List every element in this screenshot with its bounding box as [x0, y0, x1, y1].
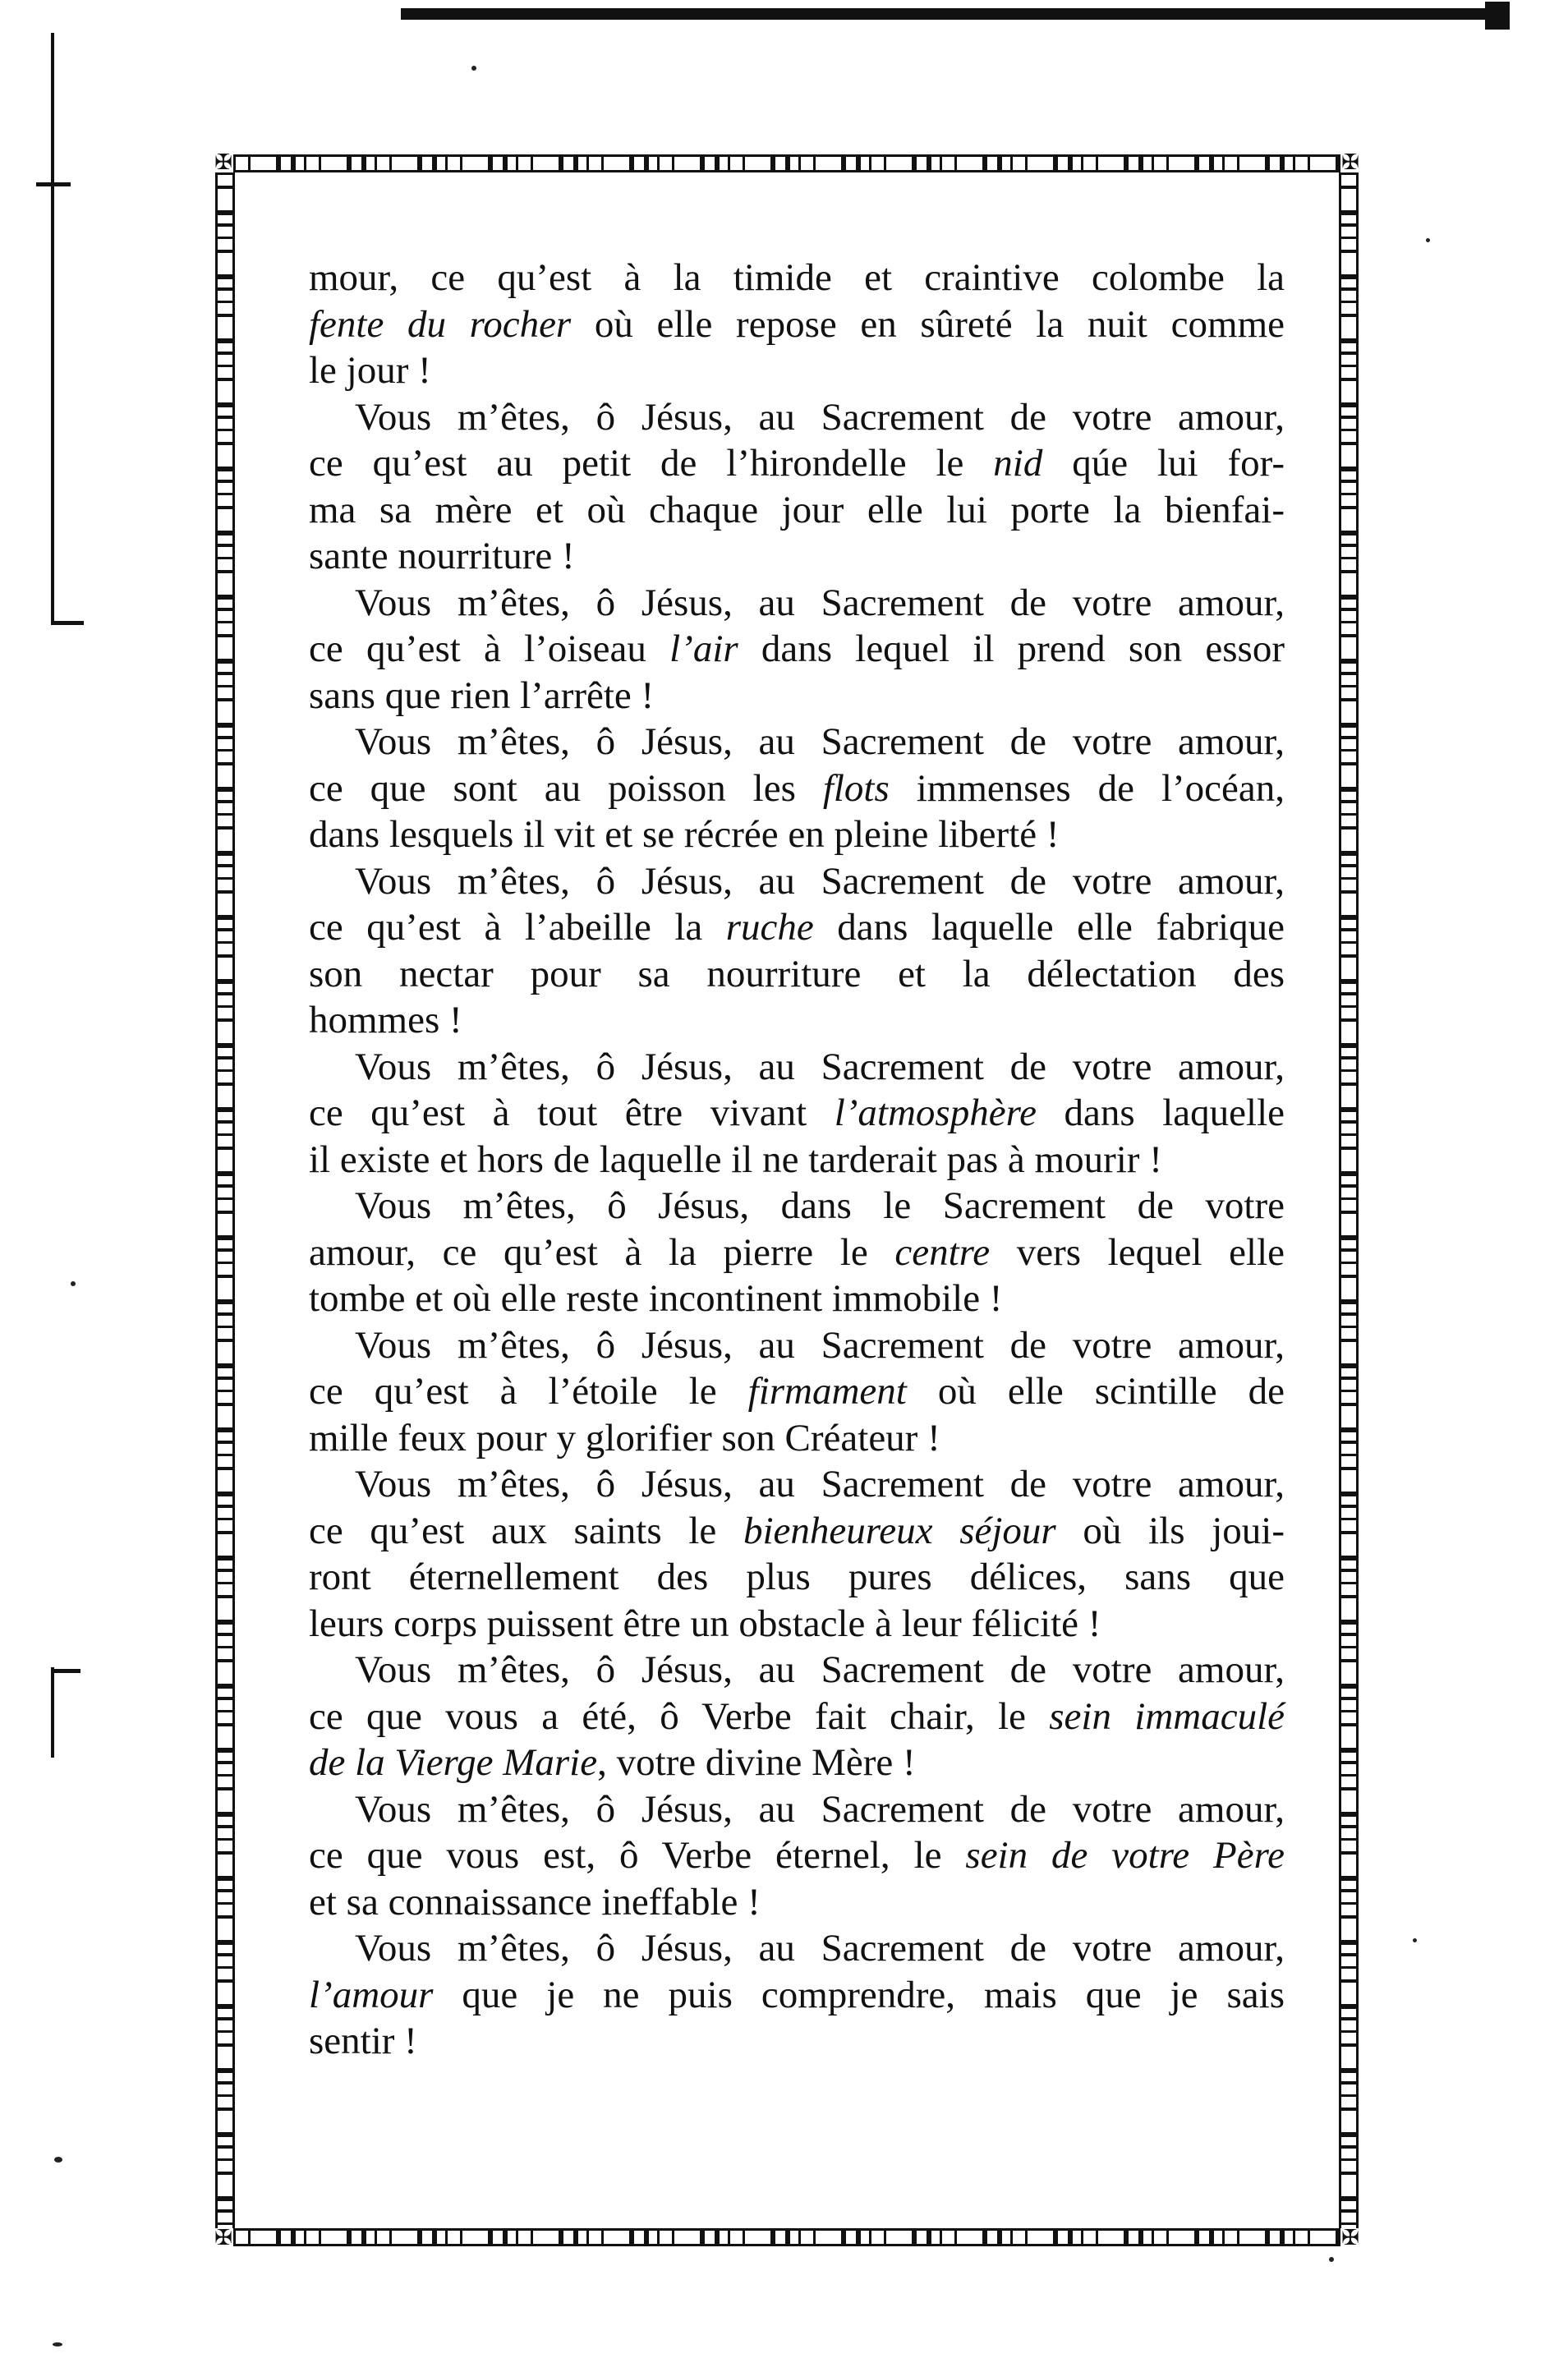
text-run: sante nourriture !: [309, 535, 575, 577]
text-run: sans que rien l’arrête !: [309, 673, 655, 717]
text-run: où ils joui-: [1055, 1509, 1285, 1552]
text-run: Vous m’êtes, ô Jésus, au Sacrement de votre amour,: [355, 1648, 1285, 1691]
text-run: dans lesquels il vit et se récrée en pleine liberté !: [309, 813, 1060, 856]
paragraph: [309, 1183, 1285, 1322]
margin-line-artifact: [51, 33, 54, 624]
text-line: [309, 2018, 1285, 2065]
paragraph: [309, 1786, 1285, 1926]
text-line: [309, 440, 1285, 487]
text-run: le jour !: [309, 349, 431, 392]
corner-ornament-icon: ✠: [1341, 2226, 1359, 2250]
paragraph: [309, 1925, 1285, 2065]
text-run: Vous m’êtes, ô Jésus, au Sacrement de votre amour,: [355, 1323, 1285, 1367]
speck-artifact: [1329, 2257, 1334, 2262]
paragraph: [309, 719, 1285, 858]
text-line: [309, 765, 1285, 812]
text-line: [309, 1368, 1285, 1415]
text-line: [309, 858, 1285, 905]
margin-tick-artifact: [51, 621, 84, 625]
text-run: dans laquelle elle fabrique: [813, 906, 1285, 949]
text-run: son nectar pour sa nourriture et la délectation des: [309, 952, 1285, 995]
text-run: Vous m’êtes, ô Jésus, au Sacrement de votre amour,: [355, 859, 1285, 903]
text-run: ce que vous a été, ô Verbe fait chair, le: [309, 1694, 1050, 1738]
border-band-right: [1339, 172, 1359, 2228]
text-run: dans lequel il prend son essor: [738, 627, 1285, 670]
speck-artifact: [471, 66, 476, 71]
corner-ornament-icon: ✠: [1341, 150, 1359, 175]
corner-ornament-icon: ✠: [214, 150, 232, 175]
text-line: [309, 1694, 1285, 1740]
text-run: Vous m’êtes, ô Jésus, au Sacrement de votre amour,: [355, 1927, 1285, 1970]
text-run: , votre divine Mère !: [597, 1741, 916, 1784]
speck-artifact: [1426, 238, 1430, 242]
text-line: [309, 255, 1285, 301]
text-run: ce qu’est à l’abeille la: [309, 906, 726, 949]
text-run: ce qu’est au petit de l’hirondelle le: [309, 442, 994, 485]
speck-artifact: [54, 2157, 62, 2163]
text-line: [309, 673, 1285, 719]
text-run: où elle scintille de: [906, 1370, 1285, 1413]
text-line: [309, 1925, 1285, 1972]
text-line: [309, 1832, 1285, 1879]
text-run: mour, ce qu’est à la timide et craintive colombe la: [309, 256, 1285, 299]
text-run: Vous m’êtes, ô Jésus, dans le Sacrement de votre: [355, 1184, 1285, 1227]
text-run: où elle repose en sûreté la nuit comme: [571, 302, 1285, 346]
paragraph: [309, 858, 1285, 1044]
text-run: dans laquelle: [1037, 1092, 1285, 1134]
text-line: [309, 347, 1285, 394]
text-line: [309, 1090, 1285, 1137]
border-band-left: [215, 172, 235, 2228]
text-line: [309, 904, 1285, 951]
text-run: mille feux pour y glorifier son Créateur !: [309, 1416, 940, 1459]
paragraph: [309, 580, 1285, 719]
text-run: sentir !: [309, 2020, 417, 2062]
text-run: immenses de l’océan,: [889, 766, 1285, 810]
text-line: [309, 580, 1285, 627]
paragraph: [309, 1461, 1285, 1647]
text-line: [309, 301, 1285, 348]
margin-line-artifact: [51, 1667, 54, 1758]
italic-text: l’amour: [309, 1973, 434, 2016]
text-line: [309, 1879, 1285, 1926]
text-line: [309, 1508, 1285, 1555]
paragraph: [309, 1322, 1285, 1462]
text-line: [309, 1230, 1285, 1276]
text-line: [309, 997, 1285, 1044]
italic-text: bienheureux séjour: [743, 1509, 1056, 1552]
text-line: [309, 1137, 1285, 1184]
text-line: [309, 951, 1285, 998]
text-run: amour, ce qu’est à la pierre le: [309, 1230, 895, 1274]
speck-artifact: [53, 2342, 62, 2347]
italic-text: ruche: [725, 906, 814, 949]
text-run: Vous m’êtes, ô Jésus, au Sacrement de votre amour,: [355, 581, 1285, 624]
border-band-bottom: [233, 2228, 1340, 2246]
italic-text: nid: [993, 442, 1043, 485]
paragraph: [309, 1647, 1285, 1786]
border-band-top: [233, 154, 1340, 172]
text-line: [309, 1740, 1285, 1786]
italic-text: sein immaculé: [1049, 1694, 1285, 1738]
text-line: [309, 1322, 1285, 1369]
italic-text: flots: [822, 766, 890, 810]
text-line: [309, 811, 1285, 858]
text-line: [309, 487, 1285, 534]
text-run: Vous m’êtes, ô Jésus, au Sacrement de votre amour,: [355, 1787, 1285, 1831]
italic-text: l’air: [669, 627, 738, 670]
text-line: [309, 1786, 1285, 1833]
text-run: ce qu’est à tout être vivant: [309, 1092, 835, 1134]
text-line: [309, 394, 1285, 441]
italic-text: l’atmosphère: [834, 1092, 1037, 1134]
italic-text: centre: [894, 1230, 991, 1274]
margin-tick-artifact: [36, 182, 71, 186]
speck-artifact: [71, 1281, 76, 1286]
speck-artifact: [1413, 1938, 1417, 1942]
italic-text: fente du rocher: [309, 302, 572, 346]
text-run: Vous m’êtes, ô Jésus, au Sacrement de votre amour,: [355, 395, 1285, 439]
text-line: [309, 1461, 1285, 1508]
text-line: [309, 1647, 1285, 1694]
text-line: [309, 533, 1285, 580]
prayer-text: [309, 255, 1285, 2065]
text-line: [309, 1972, 1285, 2019]
text-run: ce qu’est aux saints le: [309, 1509, 743, 1552]
text-run: leurs corps puissent être un obstacle à leur félicité !: [309, 1602, 1101, 1645]
text-run: hommes !: [309, 999, 462, 1041]
corner-ornament-icon: ✠: [214, 2226, 232, 2250]
text-line: [309, 1183, 1285, 1230]
text-line: [309, 1276, 1285, 1322]
text-line: [309, 1554, 1285, 1601]
text-line: [309, 1044, 1285, 1091]
text-run: Vous m’êtes, ô Jésus, au Sacrement de votre amour,: [355, 720, 1285, 763]
text-run: Vous m’êtes, ô Jésus, au Sacrement de votre amour,: [355, 1463, 1285, 1505]
text-line: [309, 1415, 1285, 1462]
text-run: il existe et hors de laquelle il ne tarderait pas à mourir !: [309, 1138, 1162, 1181]
italic-text: de la Vierge Marie: [309, 1741, 598, 1784]
italic-text: firmament: [747, 1370, 907, 1413]
text-run: ce que vous est, ô Verbe éternel, le: [309, 1834, 966, 1877]
italic-text: sein de votre Père: [965, 1834, 1285, 1877]
text-run: ront éternellement des plus pures délices, sans que: [309, 1556, 1285, 1598]
text-run: vers lequel elle: [990, 1230, 1285, 1274]
paragraph: [309, 394, 1285, 580]
text-run: Vous m’êtes, ô Jésus, au Sacrement de votre amour,: [355, 1045, 1285, 1088]
text-line: [309, 626, 1285, 673]
text-run: ce qu’est à l’étoile le: [309, 1370, 748, 1413]
text-line: [309, 719, 1285, 765]
paragraph: [309, 1044, 1285, 1184]
paragraph: [309, 255, 1285, 394]
text-run: ma sa mère et où chaque jour elle lui porte la bienfai-: [309, 488, 1285, 531]
margin-tick-artifact: [51, 1669, 80, 1673]
text-run: ce qu’est à l’oiseau: [309, 627, 670, 670]
text-line: [309, 1601, 1285, 1648]
text-run: tombe et où elle reste incontinent immobile !: [309, 1277, 1003, 1320]
text-run: et sa connaissance ineffable !: [309, 1880, 761, 1924]
text-run: que je ne puis comprendre, mais que je sais: [433, 1973, 1285, 2016]
text-run: ce que sont au poisson les: [309, 766, 823, 810]
top-rule-end-artifact: [1485, 2, 1510, 30]
top-rule-artifact: [401, 8, 1503, 20]
text-run: qúe lui for-: [1042, 442, 1285, 485]
